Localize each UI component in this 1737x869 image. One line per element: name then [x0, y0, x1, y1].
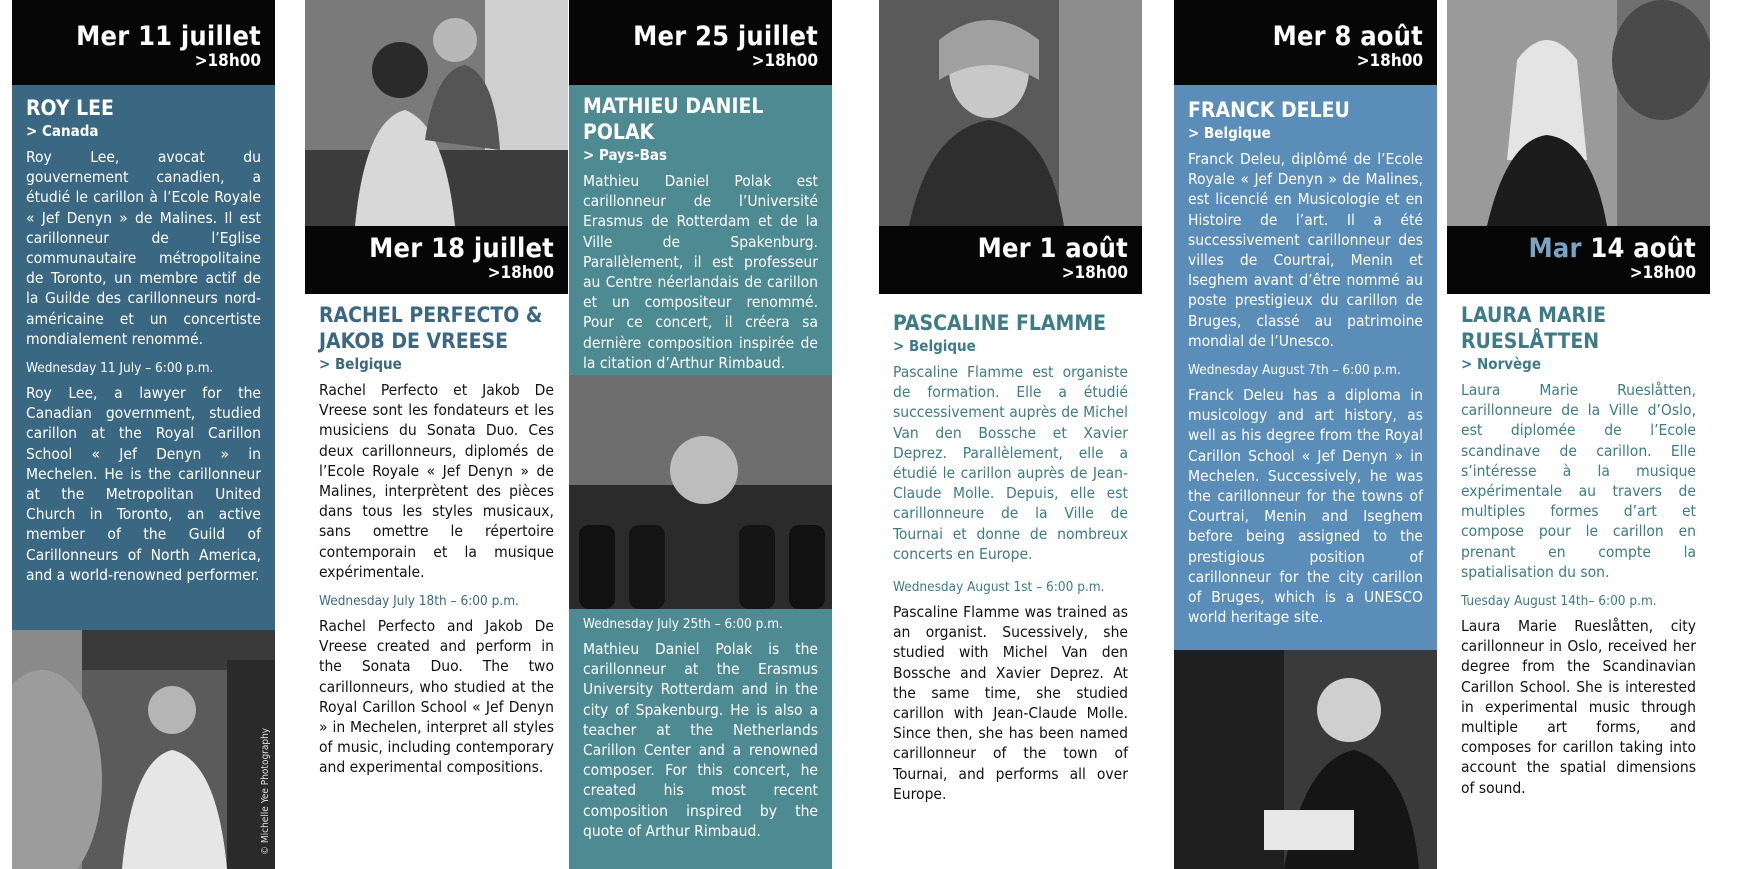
performer-photo	[12, 630, 275, 869]
concert-date: Mer 1 août	[977, 233, 1128, 264]
date-header	[12, 0, 275, 85]
performer-name: ROY LEE	[26, 96, 114, 120]
english-date-header: Wednesday 11 July – 6:00 p.m.	[26, 360, 214, 377]
performer-name: RACHEL PERFECTO & JAKOB DE VREESE	[319, 303, 543, 353]
english-date-header: Wednesday July 18th – 6:00 p.m.	[319, 593, 519, 610]
performer-country: > Belgique	[319, 355, 402, 373]
bio-english: Pascaline Flamme was trained as an organist. Sucessively, she studied with Michel Van den Bossche and Xavier Deprez. At the same time, she studied carillon with Jean-Claude Molle. Since then, she has been named carillonneur of the town of Tournai, and performs all over Europe.	[893, 603, 1128, 803]
english-date-header: Wednesday July 25th – 6:00 p.m.	[583, 616, 783, 632]
bio-panel	[1174, 85, 1437, 650]
concert-time: >18h00	[751, 51, 818, 71]
bio-panel-french	[569, 85, 832, 375]
performer-photo	[569, 375, 832, 609]
date-header	[1447, 226, 1710, 294]
concert-time: >18h00	[1356, 51, 1423, 71]
bio-french: Mathieu Daniel Polak est carillonneur de l’Université Erasmus de Rotterdam et de la Ville de Spakenburg. Parallèlement, il est professeur au Centre néerlandais de carillon et un compositeur renommé. Pour ce concert, il créera sa dernière composition inspirée de la citation d’Arthur Rimbaud.	[583, 172, 818, 372]
bio-panel	[879, 294, 1142, 869]
english-date-header: Tuesday August 14th– 6:00 p.m.	[1461, 593, 1657, 610]
date-header	[879, 226, 1142, 294]
bio-english: Franck Deleu has a diploma in musicology and art history, as well as his degree from the Royal Carillon School « Jef Denyn » in Mechelen. Successively, he was the carillonneur for the towns of Courtrai, Menin and Iseghem before being assigned to the prestigious position of carillonneur for the city carillon of Bruges, which is a UNESCO world heritage site.	[1188, 386, 1423, 627]
performer-photo	[1447, 0, 1710, 226]
bio-french: Roy Lee, avocat du gouvernement canadien, a étudié le carillon à l’Ecole Royale « Jef Denyn » de Malines. Il est carillonneur de l’Eglise communautaire métropolitaine de Toronto, un membre actif de la Guilde des carillonneurs nord-américaine et un concertiste mondialement renommé.	[26, 148, 261, 348]
performer-name: MATHIEU DANIEL POLAK	[583, 94, 764, 144]
bio-french: Pascaline Flamme est organiste de formation. Elle a étudié successivement auprès de Michel Van den Bossche et Xavier Deprez. Parallèlement, elle a étudié le carillon auprès de Jean-Claude Molle. Depuis, elle est carillonneure de la Ville de Tournai et donne de nombreux concerts en Europe.	[893, 363, 1128, 563]
concert-column-flamme	[879, 0, 1142, 869]
concert-date: Mer 11 juillet	[76, 21, 261, 52]
english-date-header: Wednesday August 1st – 6:00 p.m.	[893, 579, 1105, 596]
bio-french: Laura Marie Rueslåtten, carillonneure de la Ville d’Oslo, est diplomée de l’Ecole scandinave de carillon. Elle s’intéresse à la musique expérimentale au travers de multiples formes d’art et compose pour le carillon en prenant en compte la spatialisation du son.	[1461, 381, 1696, 581]
bio-french: Rachel Perfecto et Jakob De Vreese sont les fondateurs et les musiciens du Sonata Duo. Ces deux carillonneurs, diplomés de l’Ecole Royale « Jef Denyn » de Malines, interprètent des pièces dans tous les styles musicaux, sans omettre le répertoire contemporain et la musique expérimentale.	[319, 381, 554, 581]
concert-date: Mer 25 juillet	[633, 21, 818, 52]
performer-country: > Pays-Bas	[583, 146, 667, 164]
date-header	[305, 226, 568, 294]
bio-panel-english	[569, 609, 832, 869]
english-date-header: Wednesday August 7th – 6:00 p.m.	[1188, 362, 1401, 379]
concert-date-day: 14 août	[1581, 233, 1696, 264]
concert-time: >18h00	[1061, 263, 1128, 283]
date-header	[1174, 0, 1437, 85]
performer-name: FRANCK DELEU	[1188, 98, 1350, 122]
performer-name: LAURA MARIE RUESLÅTTEN	[1461, 303, 1607, 353]
concert-date: Mer 18 juillet	[369, 233, 554, 264]
concert-time: >18h00	[194, 51, 261, 71]
bio-panel	[305, 294, 568, 869]
bio-english: Mathieu Daniel Polak is the carillonneur at the Erasmus University Rotterdam and in the city of Spakenburg. He is also a teacher at the Netherlands Carillon Center and a renowned composer. For this concert, he created his most recent composition inspired by the quote of Arthur Rimbaud.	[583, 640, 818, 840]
bio-panel	[1447, 294, 1710, 869]
concert-column-perfecto-vreese	[305, 0, 568, 869]
bio-panel	[12, 85, 275, 630]
performer-country: > Canada	[26, 122, 99, 140]
performer-name: PASCALINE FLAMME	[893, 311, 1107, 335]
performer-photo	[879, 0, 1142, 226]
bio-english: Laura Marie Rueslåtten, city carillonneur in Oslo, received her degree from the Scandinavian Carillon School. She is interested in experimental music through multiple art forms, and composes for carillon taking into account the spatial dimensions of sound.	[1461, 617, 1696, 797]
concert-column-roy-lee	[12, 0, 275, 869]
date-header	[569, 0, 832, 85]
concert-date-weekday: Mar	[1528, 233, 1582, 264]
concert-time: >18h00	[487, 263, 554, 283]
performer-country: > Belgique	[893, 337, 976, 355]
concert-time: >18h00	[1629, 263, 1696, 283]
concert-date	[1447, 234, 1696, 264]
performer-country: > Norvège	[1461, 355, 1541, 373]
concert-column-deleu	[1174, 0, 1437, 869]
bio-french: Franck Deleu, diplômé de l’Ecole Royale « Jef Denyn » de Malines, est licencié en Musicologie et en Histoire de l’art. Il a été successivement carillonneur des villes de Courtrai, Menin et Iseghem avant d’être nommé au poste prestigieux du carillon de Bruges, classé au patrimoine mondial de l’Unesco.	[1188, 150, 1423, 350]
bio-english: Rachel Perfecto and Jakob De Vreese created and perform in the Sonata Duo. The two carillonneurs, who studied at the Royal Carillon School « Jef Denyn » in Mechelen, interpret all styles of music, including contemporary and experimental compositions.	[319, 617, 554, 777]
concert-date: Mer 8 août	[1272, 21, 1423, 52]
photo-credit: © Michelle Yee Photography	[260, 727, 271, 855]
performer-photo	[305, 0, 568, 226]
performer-photo	[1174, 650, 1437, 869]
concert-column-rueslatten	[1447, 0, 1710, 869]
performer-country: > Belgique	[1188, 124, 1271, 142]
bio-english: Roy Lee, a lawyer for the Canadian government, studied carillon at the Royal Carillon School « Jef Denyn » in Mechelen. He is the carillonneur at the Metropolitan United Church in Toronto, an active member of the Guild of Carillonneurs of North America, and a world-renowned performer.	[26, 384, 261, 584]
concert-column-polak	[569, 0, 832, 869]
